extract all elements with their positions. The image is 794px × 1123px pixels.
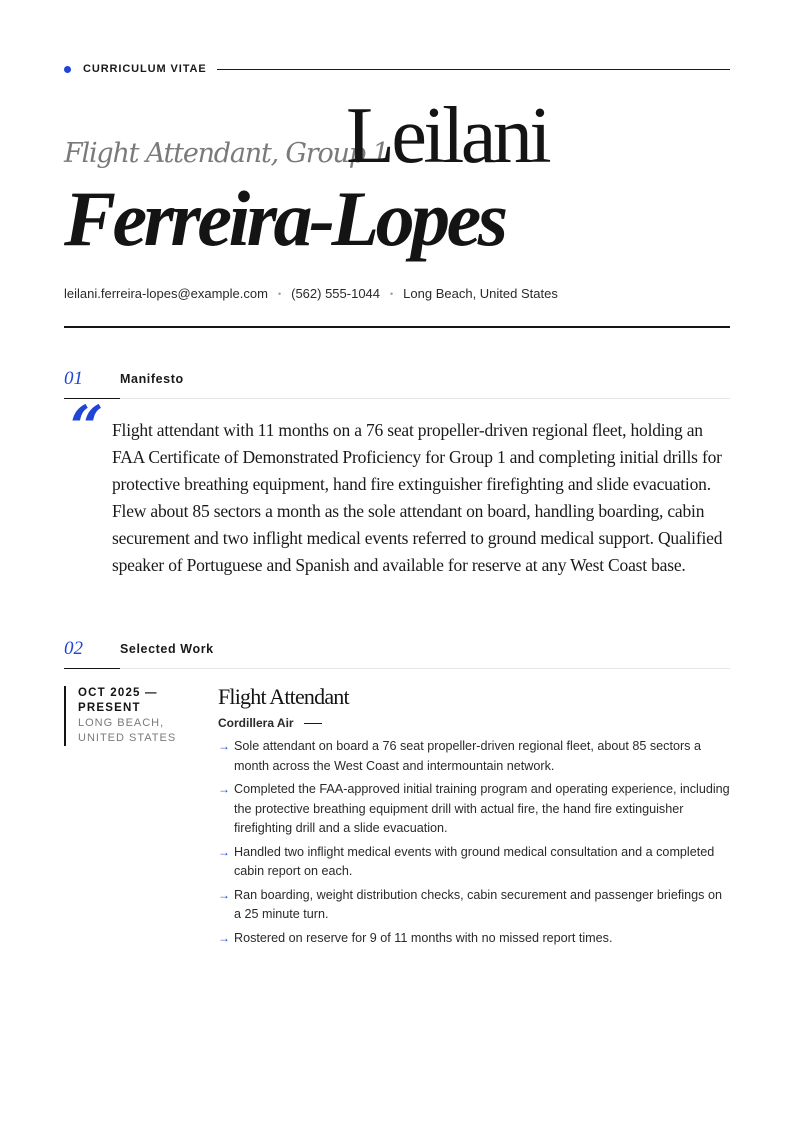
job-bullets bbox=[218, 737, 730, 952]
job-meta bbox=[64, 686, 208, 746]
job-location: LONG BEACH, UNITED STATES bbox=[78, 717, 177, 744]
list-item bbox=[218, 780, 730, 839]
arrow-right-icon: → bbox=[218, 739, 230, 753]
separator-dot: • bbox=[390, 288, 394, 299]
arrow-right-icon: → bbox=[218, 887, 230, 902]
contact-line bbox=[64, 286, 558, 301]
role-title: Flight Attendant, Group 1 bbox=[64, 138, 389, 169]
contact-phone[interactable]: (562) 555-1044 bbox=[291, 286, 381, 301]
company-name: Cordillera Air bbox=[218, 716, 294, 730]
contact-location: Long Beach, United States bbox=[403, 286, 558, 301]
top-bar bbox=[64, 62, 730, 76]
list-item bbox=[218, 886, 730, 925]
job-date: OCT 2025 — PRESENT bbox=[78, 687, 158, 714]
top-divider bbox=[217, 69, 730, 70]
list-item bbox=[218, 929, 730, 949]
arrow-right-icon: → bbox=[218, 844, 230, 859]
quote-icon: “ bbox=[70, 393, 104, 461]
separator-dot: • bbox=[277, 288, 282, 299]
list-item bbox=[218, 737, 730, 776]
list-item bbox=[218, 843, 730, 882]
section-divider-light bbox=[120, 668, 730, 669]
header-divider bbox=[64, 326, 730, 328]
last-name: Ferreira-Lopes bbox=[64, 175, 505, 262]
bullet-text: Sole attendant on board a 76 seat propeller-driven regional fleet, about 85 sectors a month across the West Coast and intermountain network. bbox=[234, 739, 701, 773]
section-divider-light bbox=[120, 398, 730, 399]
bullet-text: Handled two inflight medical events with ground medical consultation and a completed cabin report on each. bbox=[234, 844, 715, 878]
section-title: Manifesto bbox=[120, 372, 184, 386]
section-title: Selected Work bbox=[120, 642, 214, 656]
company-dash bbox=[304, 723, 322, 724]
bullet-text: Completed the FAA-approved initial training program and operating experience, including the protective breathing equipment drill with actual fire, the hand fire extinguisher firefighting drill and a slide evacuation. bbox=[234, 782, 730, 835]
manifesto-text: Flight attendant with 11 months on a 76 seat propeller-driven regional fleet, holding an FAA Certificate of Demonstrated Proficiency for Group 1 and completing initial drills for protective breathing equipment, hand fire extinguisher firefighting and slide evacuation. Flew about 85 sectors a month as the sole attendant on board, handling boarding, cabin securement and two inflight medical events referred to ground medical support. Qualified speaker of Portuguese and Spanish and available for reserve at any West Coast base. bbox=[112, 420, 723, 575]
job-title: Flight Attendant bbox=[218, 684, 349, 709]
arrow-right-icon: → bbox=[218, 782, 230, 796]
contact-email[interactable]: leilani.ferreira-lopes@example.com bbox=[64, 286, 268, 301]
section-header-work bbox=[64, 638, 730, 670]
section-header-manifesto bbox=[64, 368, 730, 400]
section-divider bbox=[64, 668, 120, 669]
section-number: 01 bbox=[64, 368, 83, 389]
first-name: Leilani bbox=[346, 92, 549, 180]
cv-label: CURRICULUM VITAE bbox=[83, 63, 207, 75]
bullet-text: Rostered on reserve for 9 of 11 months with no missed report times. bbox=[234, 930, 613, 945]
arrow-right-icon: → bbox=[218, 930, 230, 945]
dot-icon bbox=[64, 66, 71, 73]
bullet-text: Ran boarding, weight distribution checks, cabin securement and passenger briefings on a 25 minute turn. bbox=[234, 887, 722, 921]
job-company bbox=[218, 716, 322, 730]
section-number: 02 bbox=[64, 638, 83, 659]
